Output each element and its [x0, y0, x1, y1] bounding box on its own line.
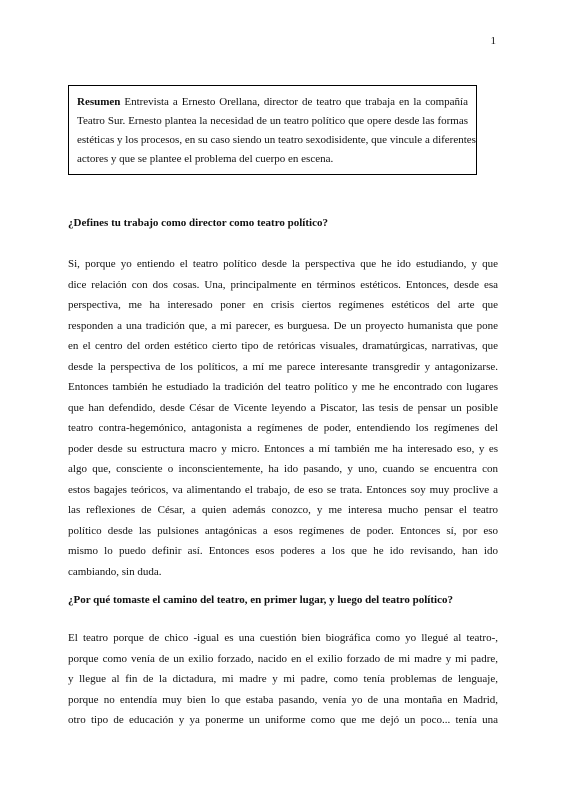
answer-line: en el centro del orden estético cierto tipo de retóricas visuales, dramatúrgicas, narrativas, que	[68, 340, 498, 352]
answer-line: Si, porque yo entiendo el teatro político desde la perspectiva que he ido estudiando, y que	[68, 258, 498, 270]
abstract-label: Resumen	[77, 96, 121, 108]
answer-line: otro tipo de educación y ya ponerme un uniforme como que me dejó un poco... tenía una	[68, 714, 498, 726]
answer-line: perspectiva, me ha interesado poner en crisis ciertos regímenes estéticos del arte que	[68, 299, 498, 311]
answer-line: El teatro porque de chico -igual es una cuestión bien biográfica como yo llegué al teatro-,	[68, 632, 498, 644]
abstract-line-4: actores y que se plantee el problema del cuerpo en escena.	[77, 153, 334, 165]
question-heading: ¿Por qué tomaste el camino del teatro, en primer lugar, y luego del teatro político?	[68, 594, 453, 606]
answer-line: algo que, consciente o inconscientemente, ha ido pasando, y uno, cuando se encuentra con	[68, 463, 498, 475]
abstract-line-2: Teatro Sur. Ernesto plantea la necesidad de un teatro político que opere desde las formas	[77, 115, 468, 127]
abstract-box	[68, 85, 477, 175]
answer-line: las reflexiones de César, a quien además conozco, y me interesa mucho pensar el teatro	[68, 504, 498, 516]
question-heading: ¿Defines tu trabajo como director como teatro político?	[68, 217, 328, 229]
answer-line: mismo lo puedo definir así. Entonces esos poderes a los que he ido revisando, han ido	[68, 545, 498, 557]
answer-line: responden a una tradición que, a mi parecer, es burguesa. De un proyecto humanista que pone	[68, 319, 498, 332]
answer-line: que han defendido, desde César de Vicente leyendo a Piscator, las tesis de pensar un posible	[68, 401, 498, 414]
answer-line: poder desde su estructura macro y micro. Entonces a mí también me ha interesado eso, y es	[68, 442, 498, 455]
answer-line: porque no entendía muy bien lo que estaba pasando, venía yo de una montaña en Madrid,	[68, 693, 498, 706]
answer-paragraph	[68, 628, 498, 731]
page-number: 1	[490, 35, 496, 47]
answer-line: estos bagajes teóricos, va alimentando el trabajo, de eso se trata. Entonces soy muy proclive a	[68, 483, 498, 496]
answer-line: teatro contra-hegemónico, antagonista a regímenes de poder, entendiendo los regímenes del	[68, 422, 498, 434]
answer-line: porque como venía de un exilio forzado, nacido en el exilio forzado de mi madre y mi padre,	[68, 652, 498, 665]
answer-line: cambiando, sin duda.	[68, 565, 162, 578]
answer-line: y llegue al fin de la dictadura, mi madre y mi padre, como tenía problemas de lenguaje,	[68, 673, 498, 685]
abstract-line-3: estéticas y los procesos, en su caso siendo un teatro sexodisidente, que vincule a diferentes	[77, 134, 476, 146]
answer-line: político desde las pulsiones antagónicas a esos regímenes de poder. Entonces sí, por eso	[68, 524, 498, 537]
answer-line: Entonces también he estudiado la tradición del teatro político y me he encontrado con lugares	[68, 381, 498, 393]
answer-line: desde la perspectiva de los políticos, a mí me parece interesante transgredir y antagonizarse.	[68, 360, 498, 373]
answer-line: dice relación con dos cosas. Una, principalmente en términos estéticos. Entonces, desde esa	[68, 278, 498, 291]
answer-paragraph	[68, 254, 498, 582]
abstract-line-1: Resumen Entrevista a Ernesto Orellana, director de teatro que trabaja en la compañía	[77, 96, 468, 108]
